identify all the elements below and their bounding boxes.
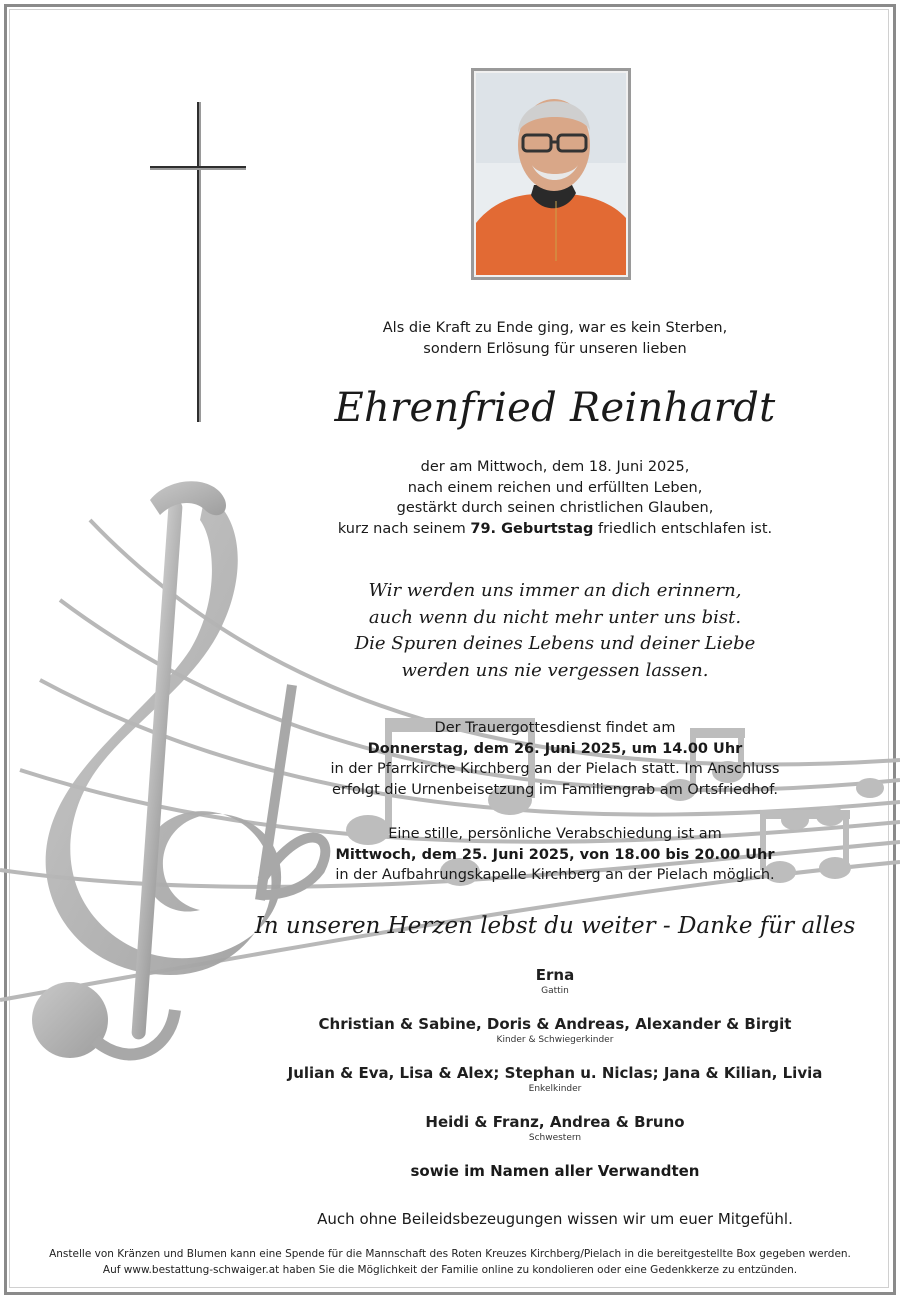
mourner-names: Christian & Sabine, Doris & Andreas, Alexander & Birgit [318, 1015, 792, 1033]
deceased-name: Ehrenfried Reinhardt [334, 385, 776, 431]
mourner-names: Heidi & Franz, Andrea & Bruno [425, 1113, 685, 1131]
service-date-bold: Donnerstag, dem 26. Juni 2025, um 14.00 Uhr [367, 740, 743, 757]
heart-line: In unseren Herzen lebst du weiter - Danke für alles [254, 913, 856, 939]
cross-icon [148, 100, 248, 425]
intro-line: sondern Erlösung für unseren lieben [423, 340, 687, 357]
poem [310, 578, 800, 684]
death-line [310, 519, 800, 540]
poem-line: werden uns nie vergessen lassen. [401, 659, 709, 681]
thanks-line: Auch ohne Beileidsbezeugungen wissen wir um euer Mitgefühl. [317, 1210, 793, 1228]
mourner-relation: Kinder & Schwiegerkinder [496, 1035, 614, 1045]
farewell-info [260, 824, 850, 886]
poem-line: Wir werden uns immer an dich erinnern, [368, 580, 742, 601]
death-line: gestärkt durch seinen christlichen Glauben, [396, 500, 714, 516]
mourner-relation: Gattin [541, 986, 569, 996]
mourners-list [230, 965, 880, 1181]
portrait-photo [471, 68, 631, 280]
farewell-line: in der Aufbahrungskapelle Kirchberg an der Pielach möglich. [335, 867, 775, 883]
poem-line: auch wenn du nicht mehr unter uns bist. [368, 606, 742, 628]
mourner-names: Julian & Eva, Lisa & Alex; Stephan u. Niclas; Jana & Kilian, Livia [287, 1064, 823, 1082]
service-date [260, 739, 850, 760]
service-line: Der Trauergottesdienst findet am [434, 720, 676, 736]
footer-line: Anstelle von Kränzen und Blumen kann eine Spende für die Mannschaft des Roten Kreuzes Kirchberg/Pielach in die bereitgestellte Box gegeben werden. [49, 1248, 851, 1260]
poem-line: Die Spuren deines Lebens und deiner Liebe [354, 633, 756, 654]
intro-text [310, 318, 800, 359]
mourner-names: Erna [535, 966, 575, 984]
death-notice [310, 457, 800, 539]
intro-line: Als die Kraft zu Ende ging, war es kein Sterben, [382, 320, 728, 336]
farewell-line: Eine stille, persönliche Verabschiedung ist am [388, 826, 722, 842]
death-line: nach einem reichen und erfüllten Leben, [407, 479, 703, 496]
mourner-relation: Schwestern [528, 1133, 582, 1143]
service-line: in der Pfarrkirche Kirchberg an der Pielach statt. Im Anschluss [330, 761, 780, 777]
birthday-highlight: 79. Geburtstag [470, 520, 594, 537]
footer-line: Auf www.bestattung-schwaiger.at haben Sie die Möglichkeit der Familie online zu kondolieren oder eine Gedenkkerze zu entzünden. [102, 1264, 798, 1276]
mourner-relation: Enkelkinder [528, 1084, 582, 1094]
farewell-date-bold: Mittwoch, dem 25. Juni 2025, von 18.00 bis 20.00 Uhr [335, 846, 775, 863]
funeral-service-info [260, 718, 850, 800]
service-line: erfolgt die Urnenbeisetzung im Familiengrab am Ortsfriedhof. [332, 781, 778, 798]
death-line-pre: kurz nach seinem [337, 520, 471, 537]
death-line: der am Mittwoch, dem 18. Juni 2025, [420, 459, 690, 475]
farewell-date [260, 845, 850, 866]
relatives-line: sowie im Namen aller Verwandten [410, 1162, 700, 1180]
death-line-post: friedlich entschlafen ist. [593, 520, 773, 537]
footer-note [30, 1246, 870, 1278]
